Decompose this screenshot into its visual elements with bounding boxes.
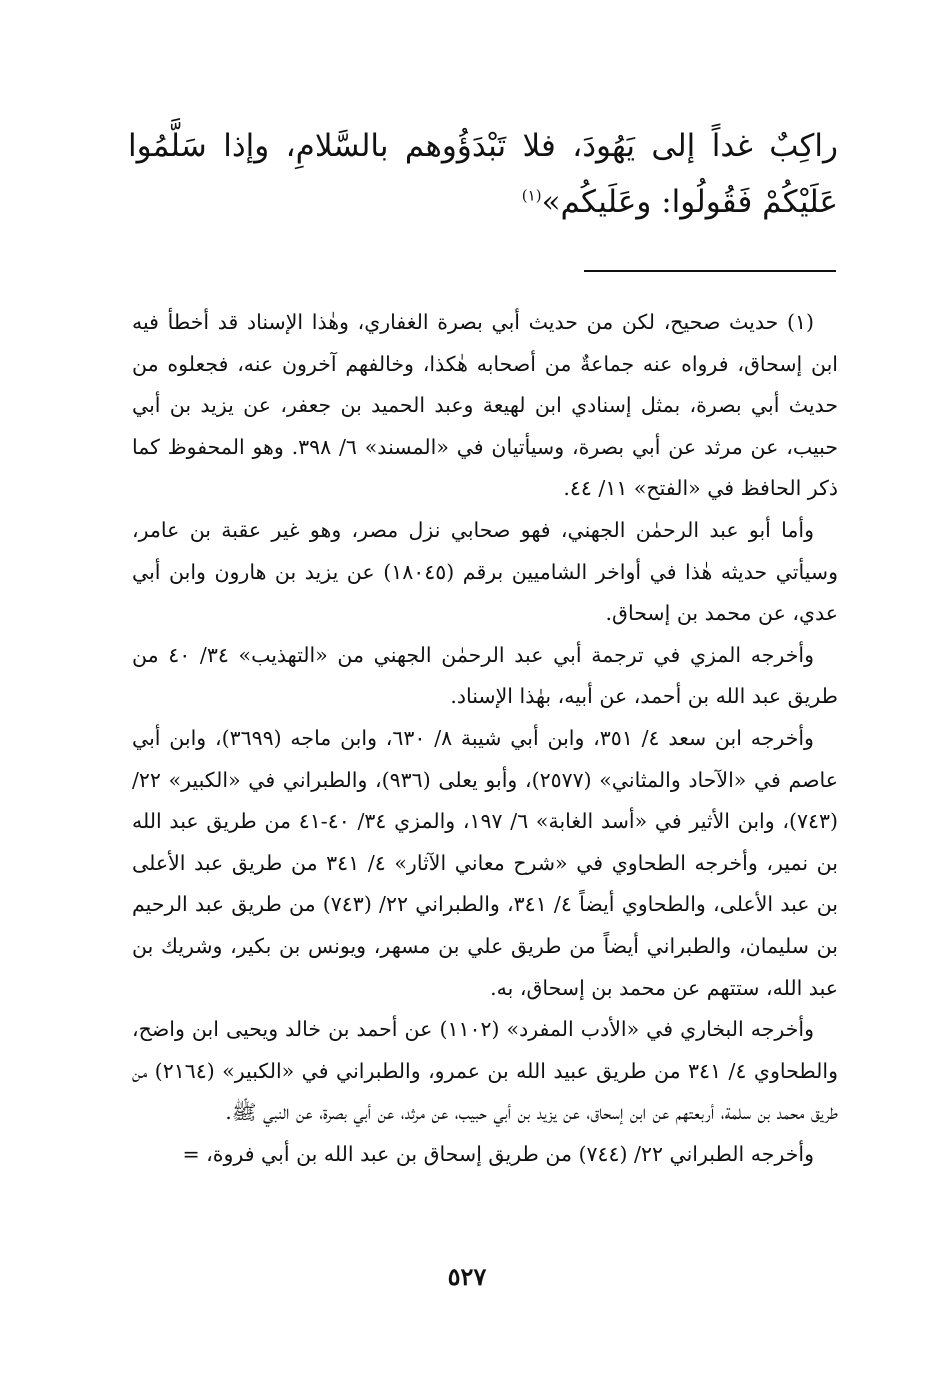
footnote-paragraph: وأخرجه البخاري في «الأدب المفرد» (١١٠٢) عن أحمد بن خالد ويحيى ابن واضح، والطحاوي ٤/ ٣٤١ من طريق عبيد الله بن عمرو، والطبراني في «الكبير» (٢١٦٤) من طريق محمد بن سلمة، أربعتهم عن ابن إسحاق، عن يزيد بن أبي حبيب، عن مرثد، عن أبي بصرة، عن النبي ﷺ. [132,1017,838,1125]
footnote-paragraph: وأخرجه ابن سعد ٤/ ٣٥١، وابن أبي شيبة ٨/ ٦٣٠، وابن ماجه (٣٦٩٩)، وابن أبي عاصم في «الآحاد والمثاني» (٢٥٧٧)، وأبو يعلى (٩٣٦)، والطبراني في «الكبير» ٢٢/ (٧٤٣)، وابن الأثير في «أسد الغابة» ٦/ ١٩٧، والمزي ٣٤/ ٤٠-٤١ من طريق عبد الله بن نمير، وأخرجه الطحاوي في «شرح معاني الآثار» ٤/ ٣٤١ من طريق عبد الأعلى بن عبد الأعلى، والطحاوي أيضاً ٤/ ٣٤١، والطبراني ٢٢/ (٧٤٣) من طريق عبد الرحيم بن سليمان، والطبراني أيضاً من طريق علي بن مسهر، ويونس بن بكير، وشريك بن عبد الله، ستتهم عن محمد بن إسحاق، به. [132,725,839,1000]
footnote-reference: (١) [521,186,542,205]
main-text-body: راكِبٌ غداً إلى يَهُودَ، فلا تَبْدَؤُوهم بالسَّلامِ، وإذا سَلَّمُوا عَلَيْكُمْ فَقُولُوا: وعَلَيكُم» [128,128,838,220]
main-text [128,118,838,230]
page-number: ٥٢٧ [447,1262,487,1291]
footnote-paragraph: وأخرجه المزي في ترجمة أبي عبد الرحمٰن الجهني من «التهذيب» ٣٤/ ٤٠ من طريق عبد الله بن أحمد، عن أبيه، بهٰذا الإسناد. [132,642,838,709]
footnote-divider [584,270,836,272]
footnote-paragraph: (١) حديث صحيح، لكن من حديث أبي بصرة الغفاري، وهٰذا الإسناد قد أخطأ فيه ابن إسحاق، فرواه عنه جماعةٌ من أصحابه هٰكذا، وخالفهم آخرون عنه، فجعلوه من حديث أبي بصرة، بمثل إسنادي ابن لهيعة وعبد الحميد بن جعفر، عن يزيد بن أبي حبيب، عن مرثد عن أبي بصرة، وسيأتيان في «المسند» ٦/ ٣٩٨. وهو المحفوظ كما ذكر الحافظ في «الفتح» ١١/ ٤٤. [132,310,838,501]
footnote-paragraph: وأما أبو عبد الرحمٰن الجهني، فهو صحابي نزل مصر، وهو غير عقبة بن عامر، وسيأتي حديثه هٰذا في أواخر الشاميين برقم (١٨٠٤٥) عن يزيد بن هارون وابن أبي عدي، عن محمد بن إسحاق. [132,517,838,626]
footnote-paragraph: وأخرجه الطبراني ٢٢/ (٧٤٤) من طريق إسحاق بن عبد الله بن أبي فروة، = [182,1141,814,1166]
footnotes-section [132,302,838,1175]
